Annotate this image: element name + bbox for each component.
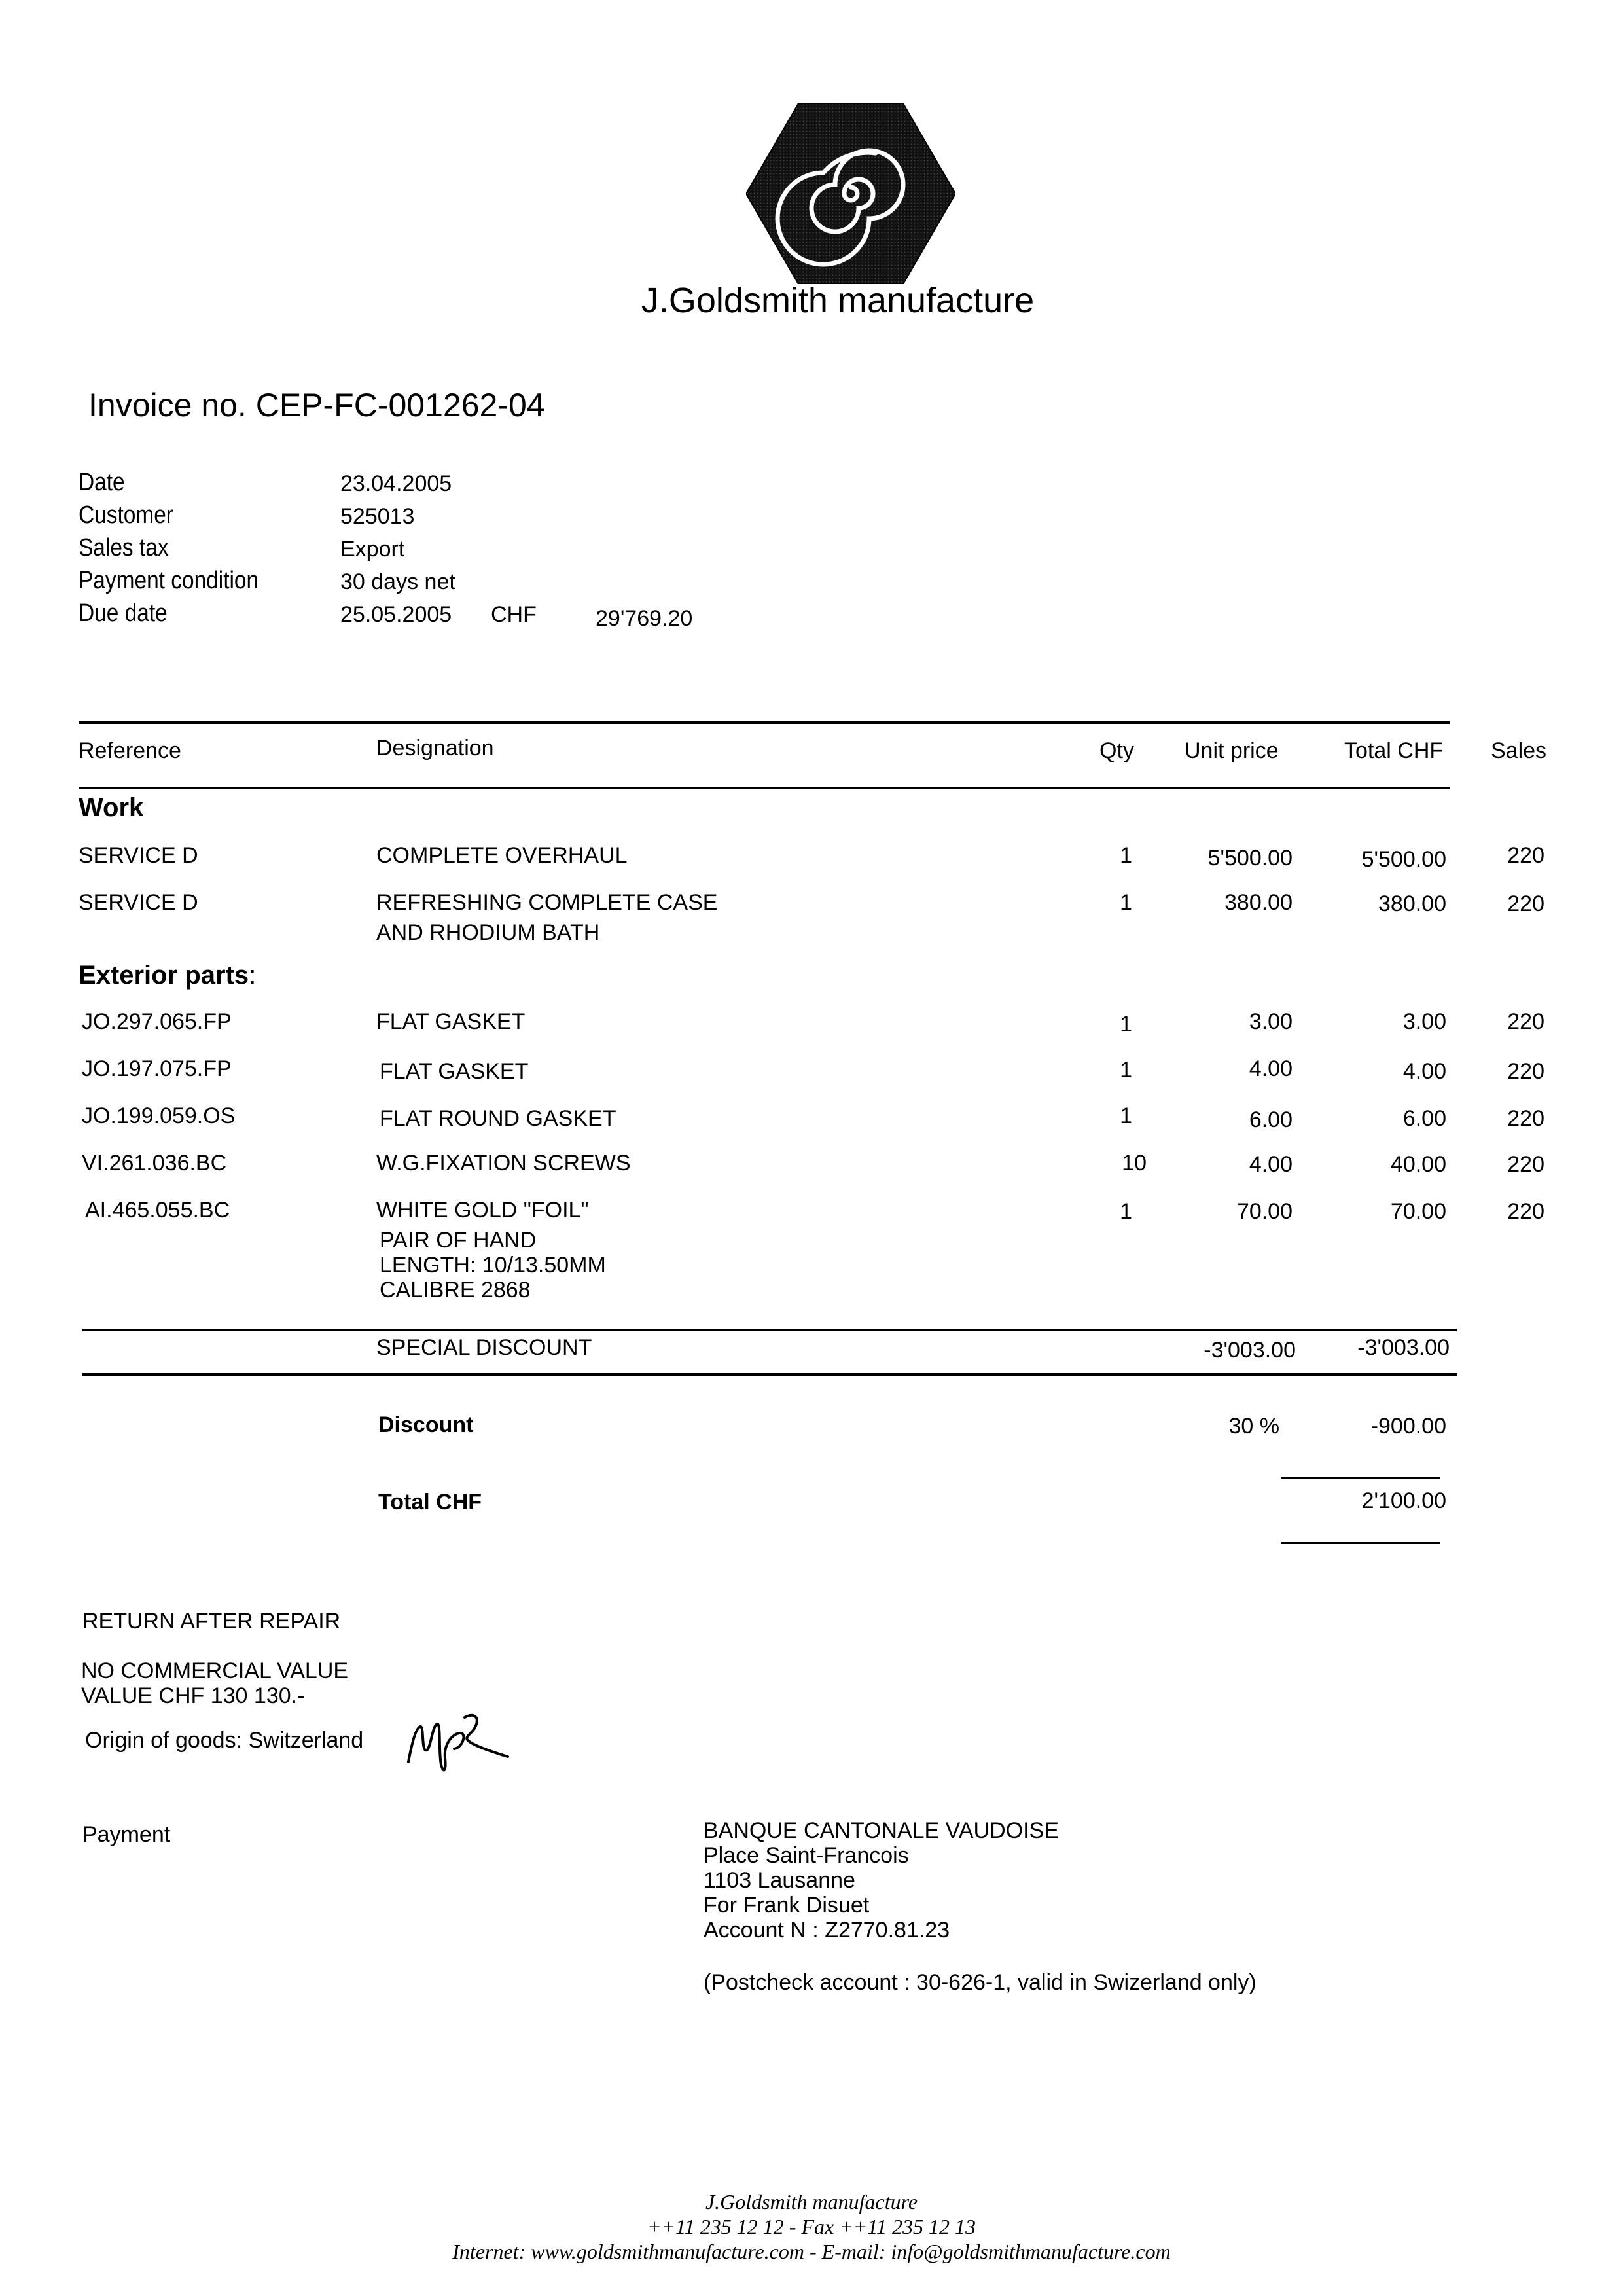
note-origin: Origin of goods: Switzerland — [85, 1728, 364, 1753]
header-unit-price: Unit price — [1185, 738, 1279, 763]
row-designation-line2: PAIR OF HAND — [380, 1228, 537, 1253]
row-reference: SERVICE D — [79, 843, 198, 868]
due-currency: CHF — [491, 602, 537, 627]
date-label: Date — [79, 469, 125, 496]
header-qty: Qty — [1099, 738, 1134, 763]
row-sales: 220 — [1507, 1152, 1544, 1177]
row-designation: REFRESHING COMPLETE CASE — [376, 890, 718, 915]
row-sales: 220 — [1507, 891, 1544, 916]
note-no-commercial: NO COMMERCIAL VALUE — [81, 1659, 349, 1683]
row-designation-line3: LENGTH: 10/13.50MM — [380, 1253, 606, 1278]
special-discount-label: SPECIAL DISCOUNT — [376, 1335, 592, 1360]
payment-postcheck: (Postcheck account : 30-626-1, valid in Swizerland only) — [704, 1970, 1257, 1995]
table-top-rule — [79, 721, 1450, 724]
row-total: 5'500.00 — [1361, 847, 1446, 872]
row-unit-price: 3.00 — [1249, 1009, 1293, 1034]
due-date-value: 25.05.2005 — [340, 602, 452, 627]
special-discount-unit: -3'003.00 — [1204, 1338, 1296, 1363]
row-unit-price: 70.00 — [1236, 1199, 1293, 1224]
row-qty: 1 — [1120, 1058, 1132, 1083]
row-designation: WHITE GOLD "FOIL" — [376, 1198, 589, 1223]
date-value: 23.04.2005 — [340, 471, 452, 496]
row-unit-price: 380.00 — [1224, 890, 1293, 915]
row-qty: 10 — [1122, 1151, 1147, 1175]
section-exterior-colon: : — [249, 961, 257, 990]
footer-phone: ++11 235 12 12 - Fax ++11 235 12 13 — [647, 2215, 976, 2238]
row-designation: FLAT GASKET — [376, 1009, 526, 1034]
due-date-label: Due date — [79, 600, 168, 627]
payment-account: Account N : Z2770.81.23 — [704, 1918, 950, 1943]
row-reference: VI.261.036.BC — [82, 1151, 227, 1175]
total-amount: 2'100.00 — [1361, 1488, 1446, 1513]
note-value: VALUE CHF 130 130.- — [81, 1683, 305, 1708]
row-sales: 220 — [1507, 843, 1544, 868]
footer-internet: Internet: www.goldsmithmanufacture.com - E-mail: info@goldsmithmanufacture.com — [452, 2240, 1171, 2263]
row-unit-price: 4.00 — [1249, 1152, 1293, 1177]
discount-percent: 30 % — [1228, 1414, 1279, 1439]
row-qty: 1 — [1120, 890, 1132, 915]
row-qty: 1 — [1120, 1012, 1132, 1037]
payment-street: Place Saint-Francois — [704, 1843, 909, 1868]
signature — [399, 1702, 517, 1780]
special-discount-total: -3'003.00 — [1357, 1335, 1450, 1360]
footer-company: J.Goldsmith manufacture — [705, 2190, 918, 2214]
header-reference: Reference — [79, 738, 181, 763]
section-work: Work — [79, 793, 144, 822]
payment-city: 1103 Lausanne — [704, 1868, 855, 1893]
discount-label: Discount — [378, 1412, 474, 1437]
row-total: 70.00 — [1390, 1199, 1446, 1224]
row-reference: SERVICE D — [79, 890, 198, 915]
row-unit-price: 6.00 — [1249, 1107, 1293, 1132]
sales-tax-value: Export — [340, 537, 405, 562]
total-label: Total CHF — [378, 1490, 482, 1515]
header-designation: Designation — [376, 736, 494, 761]
company-name: J.Goldsmith manufacture — [641, 281, 1035, 320]
payment-condition-value: 30 days net — [340, 569, 455, 594]
discount-bottom-rule — [82, 1373, 1457, 1376]
row-sales: 220 — [1507, 1199, 1544, 1224]
row-unit-price: 4.00 — [1249, 1056, 1293, 1081]
customer-label: Customer — [79, 501, 173, 529]
row-total: 4.00 — [1402, 1059, 1446, 1084]
row-qty: 1 — [1120, 1199, 1132, 1224]
row-sales: 220 — [1507, 1009, 1544, 1034]
row-reference: JO.199.059.OS — [82, 1103, 236, 1128]
invoice-title: Invoice no. CEP-FC-001262-04 — [88, 387, 545, 423]
row-designation-line2: AND RHODIUM BATH — [376, 920, 600, 945]
section-exterior — [79, 961, 256, 990]
row-designation: COMPLETE OVERHAUL — [376, 843, 628, 868]
payment-for: For Frank Disuet — [704, 1893, 870, 1918]
sales-tax-label: Sales tax — [79, 534, 169, 562]
row-total: 380.00 — [1378, 891, 1446, 916]
row-unit-price: 5'500.00 — [1207, 846, 1293, 870]
due-amount: 29'769.20 — [596, 606, 693, 631]
payment-label: Payment — [82, 1822, 171, 1847]
row-designation: FLAT GASKET — [380, 1059, 529, 1084]
row-reference: JO.297.065.FP — [82, 1009, 232, 1034]
discount-top-rule — [82, 1329, 1457, 1331]
row-sales: 220 — [1507, 1106, 1544, 1131]
row-qty: 1 — [1120, 843, 1132, 868]
row-designation: W.G.FIXATION SCREWS — [376, 1151, 631, 1175]
hexagon-spiral-logo — [746, 103, 955, 284]
row-total: 40.00 — [1390, 1152, 1446, 1177]
header-total: Total CHF — [1344, 738, 1444, 763]
payment-bank: BANQUE CANTONALE VAUDOISE — [704, 1818, 1059, 1843]
row-designation-line4: CALIBRE 2868 — [380, 1278, 531, 1302]
row-total: 6.00 — [1402, 1106, 1446, 1131]
section-exterior-title: Exterior parts — [79, 961, 249, 990]
row-reference: JO.197.075.FP — [82, 1056, 232, 1081]
payment-condition-label: Payment condition — [79, 567, 259, 594]
total-top-rule — [1281, 1477, 1440, 1479]
customer-value: 525013 — [340, 504, 415, 529]
discount-amount: -900.00 — [1370, 1414, 1446, 1439]
row-qty: 1 — [1120, 1103, 1132, 1128]
row-sales: 220 — [1507, 1059, 1544, 1084]
row-designation: FLAT ROUND GASKET — [380, 1106, 616, 1131]
row-total: 3.00 — [1402, 1009, 1446, 1034]
header-sales: Sales — [1491, 738, 1547, 763]
header-bottom-rule — [79, 787, 1450, 789]
note-return: RETURN AFTER REPAIR — [82, 1609, 341, 1634]
total-bottom-rule — [1281, 1542, 1440, 1544]
row-reference: AI.465.055.BC — [85, 1198, 230, 1223]
